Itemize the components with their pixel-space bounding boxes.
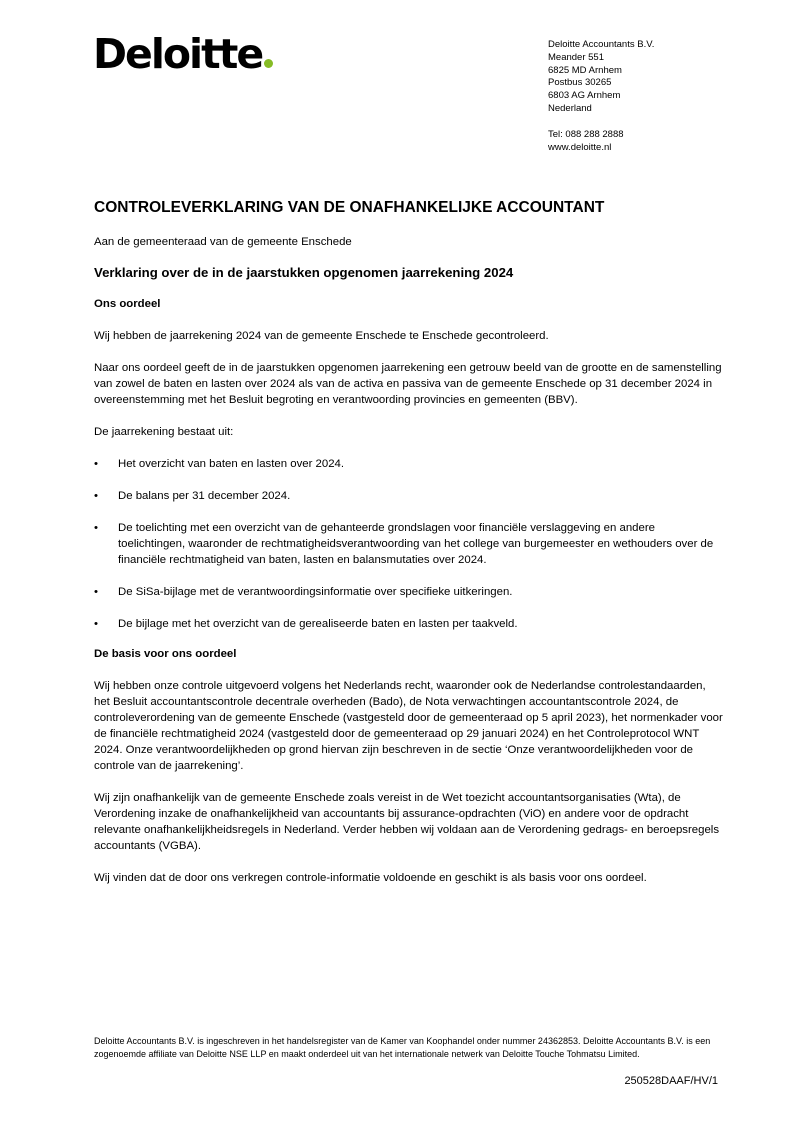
list-item [94, 456, 724, 472]
bullet-icon: • [94, 522, 98, 534]
paragraph-opinion-true-view: Naar ons oordeel geeft de in de jaarstukken opgenomen jaarrekening een getrouw beeld van de grootte en de samenstelling van zowel de baten en lasten over 2024 als van de activa en passiva van de gemeente Enschede op 31 december 2024 in overeenstemming met het Besluit begroting en verantwoording provincies en gemeenten (BBV). [94, 362, 722, 406]
document-title: CONTROLEVERKLARING VAN DE ONAFHANKELIJKE ACCOUNTANT [94, 199, 605, 216]
address-website: www.deloitte.nl [548, 141, 612, 153]
paragraph-basis-standards: Wij hebben onze controle uitgevoerd volgens het Nederlands recht, waaronder ook de Nederlandse controlestandaarden, het Besluit accountantscontrole decentrale overheden (Bado), de Nota verwachtingen accountantscontrole 2024, de controleverordening van de gemeente Enschede (vastgesteld door de gemeenteraad op 5 april 2023), het normenkader voor de financiële rechtmatigheid 2024 (vastgesteld door de gemeenteraad op 29 januari 2024) en het Controleprotocol WNT 2024. Onze verantwoordelijkheden op grond hiervan zijn beschreven in de sectie ‘Onze verantwoordelijkheden voor de controle van de jaarrekening’. [94, 680, 723, 772]
paragraph-basis-independence: Wij zijn onafhankelijk van de gemeente Enschede zoals vereist in de Wet toezicht accountantsorganisaties (Wta), de Verordening inzake de onafhankelijkheid van accountants bij assurance-opdrachten (ViO) en andere voor de opdracht relevante onafhankelijkheidsregels in Nederland. Verder hebben wij voldaan aan de Verordening gedrags- en beroepsregels accountants (VGBA). [94, 792, 720, 852]
list-item [94, 488, 724, 504]
company-address [548, 39, 654, 154]
document-body [94, 198, 724, 886]
bullet-icon: • [94, 618, 98, 630]
address-line-postcode: 6825 MD Arnhem [548, 64, 622, 76]
bullet-icon: • [94, 586, 98, 598]
deloitte-logo [93, 30, 273, 78]
statement-subtitle: Verklaring over de in de jaarstukken opgenomen jaarrekening 2024 [94, 265, 514, 280]
paragraph-statements-consist-of: De jaarrekening bestaat uit: [94, 426, 234, 438]
document-reference: 250528DAAF/HV/1 [624, 1075, 718, 1087]
list-item-text: Het overzicht van baten en lasten over 2024. [118, 458, 345, 470]
address-line-postbus-postcode: 6803 AG Arnhem [548, 90, 621, 102]
list-item-text: De toelichting met een overzicht van de gehanteerde grondslagen voor financiële verslaggeving en andere toelichtingen, waaronder de rechtmatigheidsverantwoording van het college van burgemeester en wethouders over de financiële rechtmatigheid van baten, lasten en balansmutaties over 2024. [118, 522, 714, 566]
list-item-text: De SiSa-bijlage met de verantwoordingsinformatie over specifieke uitkeringen. [118, 586, 513, 598]
address-line-street: Meander 551 [548, 51, 604, 63]
bullet-icon: • [94, 490, 98, 502]
logo-dot-icon [264, 59, 273, 68]
list-item [94, 616, 724, 632]
section-heading-opinion: Ons oordeel [94, 298, 161, 310]
paragraph-opinion-audited: Wij hebben de jaarrekening 2024 van de gemeente Enschede te Enschede gecontroleerd. [94, 330, 549, 342]
list-item [94, 584, 724, 600]
footer-legal-text: Deloitte Accountants B.V. is ingeschreven in het handelsregister van de Kamer van Koophandel onder nummer 24362853. Deloitte Accountants B.V. is een zogenoemde affiliate van Deloitte NSE LLP en maakt onderdeel uit van het internationale netwerk van Deloitte Touche Tohmatsu Limited. [94, 1036, 711, 1059]
address-telephone: Tel: 088 288 2888 [548, 128, 624, 140]
addressee: Aan de gemeenteraad van de gemeente Enschede [94, 236, 352, 248]
bullet-icon: • [94, 458, 98, 470]
list-item-text: De bijlage met het overzicht van de gerealiseerde baten en lasten per taakveld. [118, 618, 518, 630]
statements-list [94, 456, 724, 632]
address-line-postbus: Postbus 30265 [548, 77, 612, 89]
paragraph-basis-sufficient-evidence: Wij vinden dat de door ons verkregen controle-informatie voldoende en geschikt is als basis voor ons oordeel. [94, 872, 647, 884]
logo-text: Deloitte [93, 30, 263, 78]
address-line-country: Nederland [548, 102, 592, 114]
list-item [94, 520, 724, 568]
address-line-company: Deloitte Accountants B.V. [548, 39, 655, 50]
section-heading-basis: De basis voor ons oordeel [94, 648, 237, 660]
list-item-text: De balans per 31 december 2024. [118, 490, 291, 502]
